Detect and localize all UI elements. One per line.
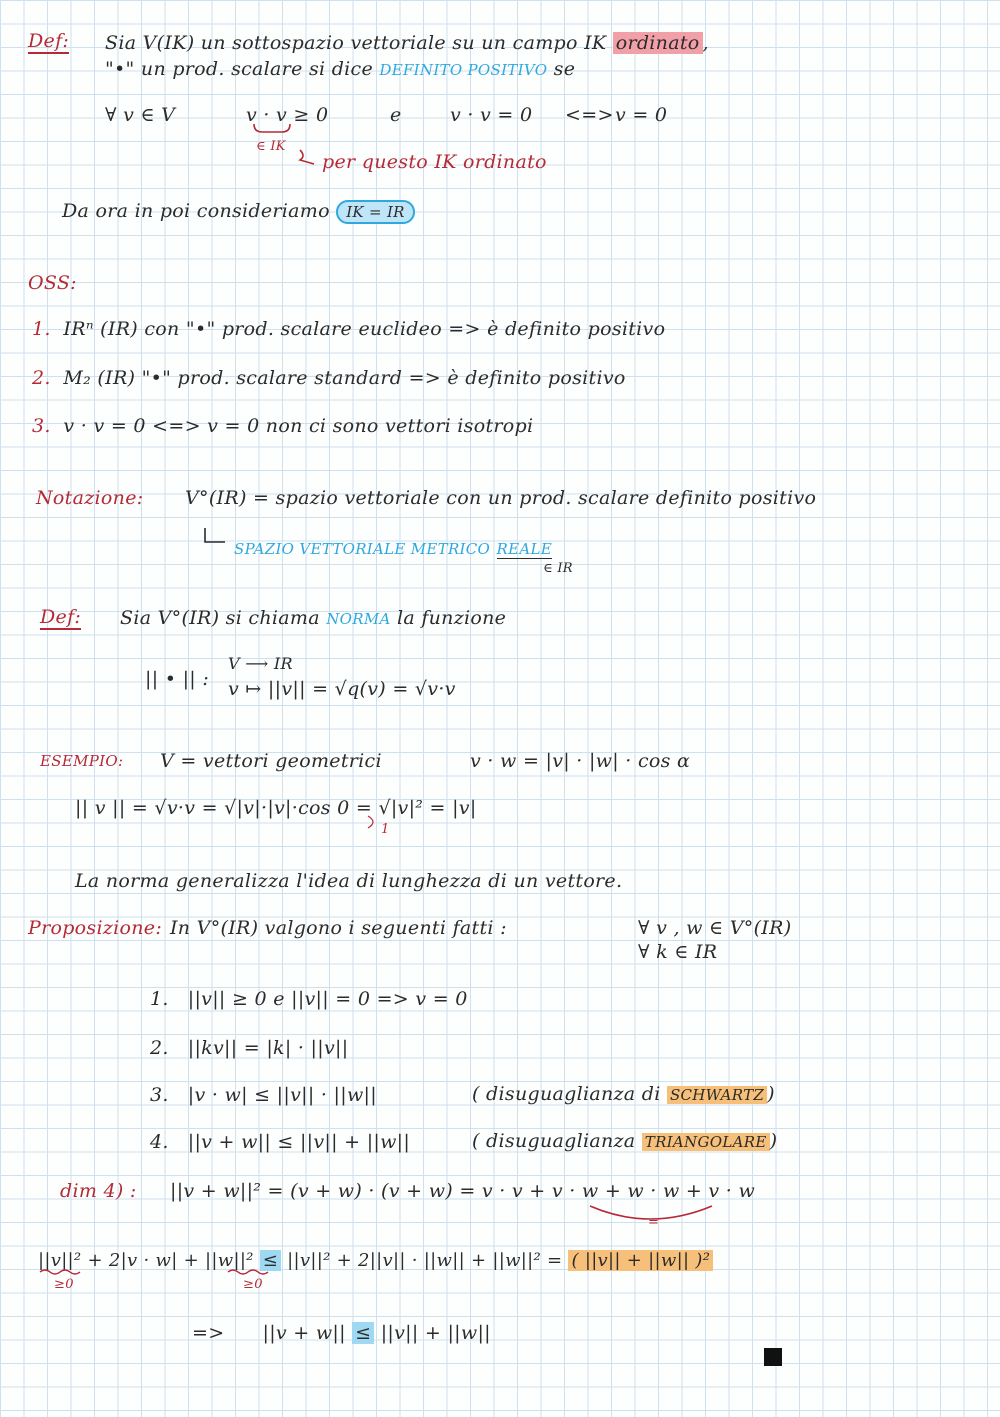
schwartz-note: ( disuguaglianza di SCHWARTZ ) xyxy=(472,1083,775,1105)
prop-item-3: 3. |v · w| ≤ ||v|| · ||w|| xyxy=(150,1084,377,1106)
le-highlight-2: ≤ xyxy=(352,1322,374,1344)
notazione-label: Notazione: xyxy=(36,487,144,509)
prop-item-1: 1. ||v|| ≥ 0 e ||v|| = 0 => v = 0 xyxy=(150,988,468,1010)
ge0-right: ≥0 xyxy=(243,1277,263,1292)
square-sum-highlight: ( ||v|| + ||w|| )² xyxy=(568,1250,713,1271)
cond-b: v · v = 0 xyxy=(450,104,533,126)
cond-c: v = 0 xyxy=(615,104,668,126)
esempio-line2: || v || = √v·v = √|v|·|v|·cos 0 = √|v|² = |v| xyxy=(75,797,477,819)
le-highlight: ≤ xyxy=(260,1250,281,1271)
norm-map-name: || • || : xyxy=(145,668,210,690)
triangolare-note: ( disuguaglianza TRIANGOLARE ) xyxy=(472,1130,778,1152)
cond-iff: <=> xyxy=(565,104,614,126)
in-k-note: ∈ IK xyxy=(256,139,286,154)
reale-sub: ∈ IR xyxy=(543,561,573,576)
prop-item-4: 4. ||v + w|| ≤ ||v|| + ||w|| xyxy=(150,1131,411,1153)
arrow-to-ordinato xyxy=(300,150,314,164)
proposizione-text: In V°(IR) valgono i seguenti fatti : xyxy=(170,917,507,939)
notazione-text: V°(IR) = spazio vettoriale con un prod. scalare definito positivo xyxy=(185,487,817,509)
norm-map-line1: V ⟶ IR xyxy=(228,654,293,673)
forall-k: ∀ k ∈ IR xyxy=(638,941,718,963)
cos-underline xyxy=(368,816,373,828)
norma-term: NORMA xyxy=(326,610,391,628)
esempio-label: ESEMPIO: xyxy=(40,752,124,770)
def1-line1: Sia V(IK) un sottospazio vettoriale su un campo IK ordinato , xyxy=(105,32,709,54)
wavy-underline-left xyxy=(40,1270,80,1274)
triangolare-highlight: TRIANGOLARE xyxy=(642,1133,770,1151)
oss-label: OSS: xyxy=(28,272,77,294)
def1-line2: "•" un prod. scalare si dice DEFINITO POSITIVO se xyxy=(105,58,576,80)
norma-note: La norma generalizza l'idea di lunghezza di un vettore. xyxy=(75,870,623,892)
ge0-left: ≥0 xyxy=(54,1277,74,1292)
cos-sub: 1 xyxy=(381,822,390,837)
def2-label: Def: xyxy=(40,606,82,628)
ordinato-note: per questo IK ordinato xyxy=(322,151,547,173)
prop-item-2: 2. ||kv|| = |k| · ||v|| xyxy=(150,1037,349,1059)
forall-vw: ∀ v , w ∈ V°(IR) xyxy=(638,917,792,939)
dim-eq-mark: = xyxy=(648,1215,660,1230)
def2-text: Sia V°(IR) si chiama NORMA la funzione xyxy=(120,607,507,629)
esempio-text: V = vettori geometrici xyxy=(160,750,382,772)
definito-positivo-term: DEFINITO POSITIVO xyxy=(379,61,548,79)
arrow-notazione xyxy=(205,528,225,542)
def-label: Def: xyxy=(28,30,70,52)
reale-term: REALE xyxy=(496,540,552,558)
dim-line2: ||v||² + 2|v · w| + ||w||² ≤ ||v||² + 2||v|| · ||w|| + ||w||² = ( ||v|| + ||w|| )² xyxy=(38,1250,713,1271)
norm-map-line2: v ↦ ||v|| = √q(v) = √v·v xyxy=(228,678,456,700)
ordinato-highlight: ordinato xyxy=(613,32,703,54)
da-ora-text: Da ora in poi consideriamo IK = IR xyxy=(62,200,415,222)
cond-e: e xyxy=(390,104,402,126)
ik-equals-ir-pill: IK = IR xyxy=(336,200,415,224)
oss-item-3: 3. v · v = 0 <=> v = 0 non ci sono vettori isotropi xyxy=(32,415,534,437)
cond-a: v · v ≥ 0 xyxy=(246,104,329,126)
schwartz-highlight: SCHWARTZ xyxy=(667,1086,767,1104)
notazione-blue: SPAZIO VETTORIALE METRICO REALE xyxy=(234,540,552,558)
cross-term-arc xyxy=(590,1206,712,1219)
oss-item-2: 2. M₂ (IR) "•" prod. scalare standard => è definito positivo xyxy=(32,367,626,389)
oss-item-1: 1. IRⁿ (IR) con "•" prod. scalare euclideo => è definito positivo xyxy=(32,318,666,340)
esempio-formula: v · w = |v| · |w| · cos α xyxy=(470,750,691,772)
wavy-underline-right xyxy=(228,1270,268,1274)
dim-line1: ||v + w||² = (v + w) · (v + w) = v · v + v · w + w · w + v · w xyxy=(170,1180,756,1202)
proposizione-label: Proposizione: xyxy=(28,917,163,939)
dim-label: dim 4) : xyxy=(60,1180,137,1202)
cond-forall: ∀ v ∈ V xyxy=(105,104,176,126)
dim-line3: => ||v + w|| ≤ ||v|| + ||w|| xyxy=(192,1322,491,1344)
brace-under-vv xyxy=(254,124,290,132)
